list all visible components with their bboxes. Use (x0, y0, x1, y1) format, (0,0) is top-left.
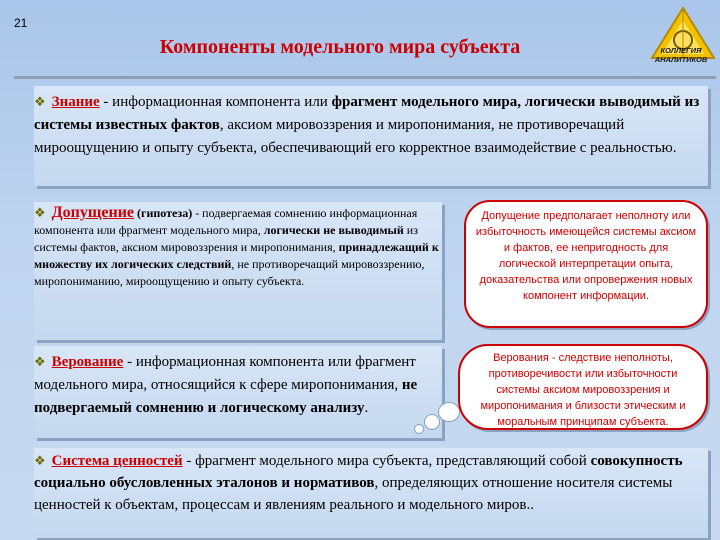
value-system-panel (34, 448, 708, 538)
assumption-term: Допущение (51, 204, 135, 221)
belief-bold-1: не подвергаемый сомнению и логическому анализу (34, 377, 418, 416)
belief-rest: . (364, 400, 369, 416)
belief-callout (458, 344, 708, 430)
belief-panel (34, 346, 442, 438)
assumption-callout-text: Допущение предполагает неполноту или избыточность имеющейся системы аксиом и фактов, ее непригодность для логической интерпретации опыта, доказательства или опровержения новых компонент информации. (475, 210, 697, 302)
belief-term: Верование (51, 354, 124, 370)
diamond-bullet-icon: ❖ (34, 94, 46, 109)
value-system-dash: - фрагмент модельного мира субъекта, представляющий собой (182, 453, 591, 469)
value-system-text (34, 450, 708, 516)
assumption-mid: из системы фактов, аксиом мировоззрения и миропонимания, (34, 223, 418, 254)
page-title: Компоненты модельного мира субъекта (159, 36, 521, 58)
knowledge-panel (34, 86, 708, 186)
belief-dash: - информационная компонента или фрагмент модельного мира, относящийся к сфере миропонимания, (34, 354, 416, 393)
logo-caption (642, 46, 720, 64)
diamond-bullet-icon: ❖ (34, 205, 46, 220)
assumption-callout (464, 200, 708, 328)
knowledge-dash: - информационная компонента или (99, 94, 332, 110)
knowledge-term: Знание (51, 94, 100, 110)
value-system-term: Система ценностей (51, 453, 183, 469)
thought-bubble-icon (414, 424, 424, 434)
thought-bubble-icon (438, 402, 460, 422)
assumption-dash: - подвергаемая сомнению информационная компонента или фрагмент модельного мира, (34, 206, 418, 237)
assumption-bold-1: логически не выводимый (263, 223, 404, 237)
value-system-bold-1: совокупность социально обусловленных эталонов и нормативов (34, 453, 683, 491)
thought-bubble-icon (424, 414, 440, 430)
slide-number: 21 (14, 16, 28, 30)
knowledge-bold-1: фрагмент модельного мира, (331, 94, 522, 110)
assumption-rest: , не противоречащий мировоззрению, миропониманию, мироощущению и опыту субъекта. (34, 257, 425, 288)
logo-line-1: КОЛЛЕГИЯ (660, 46, 702, 55)
assumption-paren: (гипотеза) (134, 206, 193, 220)
title-divider (14, 76, 716, 79)
assumption-bold-2: принадлежащий к множеству их логических следствий (34, 240, 439, 271)
logo-line-2: АНАЛИТИКОВ (654, 55, 708, 64)
knowledge-bold-2: логически выводимый из системы известных фактов (34, 94, 700, 133)
assumption-text (34, 204, 440, 290)
value-system-rest: , определяющих отношение носителя системы ценностей к объектам, процессам и явлениям реального и модельного миров.. (34, 475, 673, 513)
diamond-bullet-icon: ❖ (34, 354, 46, 369)
belief-text (34, 350, 438, 420)
knowledge-rest: , аксиом мировоззрения и миропонимания, не противоречащий мироощущению и опыту субъекта, обеспечивающий его корректное взаимодействие с реальностью. (34, 117, 677, 156)
diamond-bullet-icon: ❖ (34, 453, 46, 468)
belief-callout-text: Верования - следствие неполноты, противоречивости или избыточности системы аксиом мировоззрения и миропонимания и близости этическим и моральным принципам субъекта. (480, 352, 686, 428)
knowledge-text (34, 90, 708, 160)
assumption-panel (34, 202, 442, 340)
